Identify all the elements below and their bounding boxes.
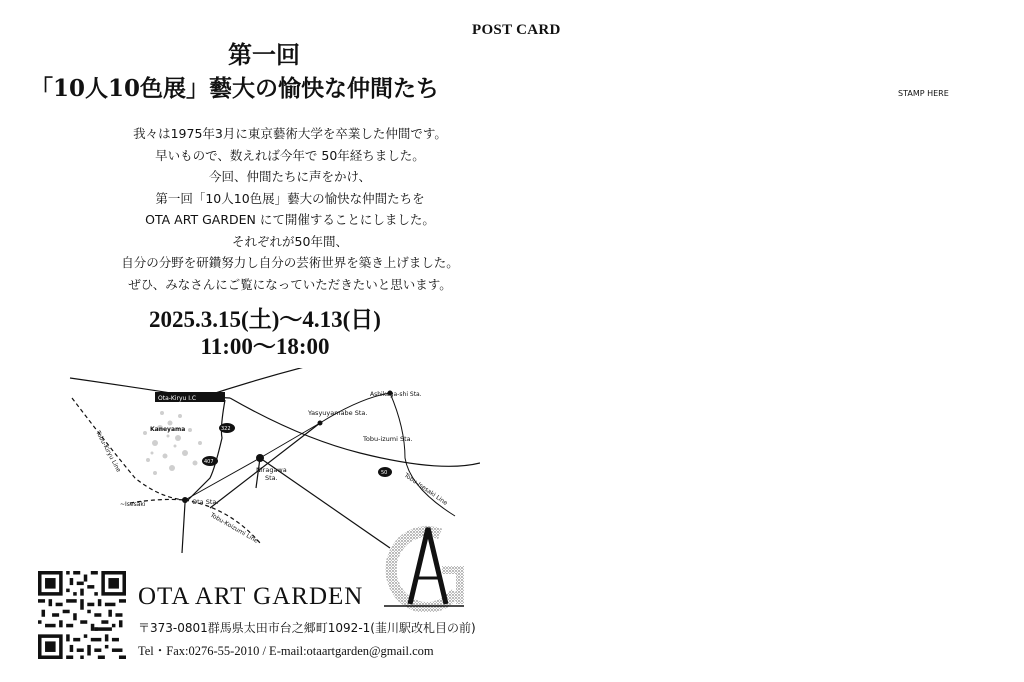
tobu-isesaki-line-label: Tobu-Isesaki Line <box>402 471 449 507</box>
svg-text:407: 407 <box>204 459 214 465</box>
tobu-kiryu-line <box>72 398 185 500</box>
title-edition: 第一回 <box>228 40 300 69</box>
ashikaga-label: Ashikaga-shi Sta. <box>370 391 422 398</box>
route-407-road <box>182 400 225 553</box>
route-50-marker <box>378 467 392 477</box>
intro-line: 我々は1975年3月に東京藝術大学を卒業した仲間です。 <box>133 126 447 141</box>
yasyuyamabe-label: Yasyuyamabe Sta. <box>308 409 368 417</box>
tobu-koizumi-line-label: Tobu-Koizumi Line <box>209 511 260 545</box>
svg-text:322: 322 <box>221 426 231 432</box>
ota-station-label: Ota Sta. <box>192 498 219 506</box>
gallery-address: 〒373-0801群馬県太田市台之郷町1092-1(韮川駅改札目の前) <box>138 621 476 635</box>
intro-line: 今回、仲間たちに声をかけ、 <box>208 169 371 184</box>
gallery-contact: Tel・Fax:0276-55-2010 / E-mail:otaartgarden@gmail.com <box>138 644 434 658</box>
intro-line: ぜひ、みなさんにご覧になっていただきたいと思います。 <box>128 276 452 292</box>
ota-station-marker <box>182 497 188 503</box>
title-exhibition: 「10人10色展」藝大の愉快な仲間たち <box>30 75 440 102</box>
ota-art-garden-logo <box>380 522 468 612</box>
intro-line: 自分の分野を研鑽努力し自分の芸術世界を築き上げました。 <box>121 255 459 270</box>
postcard-label: POST CARD <box>472 22 561 38</box>
intro-line: 第一回「10人10色展」藝大の愉快な仲間たちを <box>155 190 425 206</box>
intro-line: それぞれが50年間、 <box>232 233 348 249</box>
svg-text:50: 50 <box>381 470 388 476</box>
kaneyama-label: Kaneyama <box>150 426 186 433</box>
route-407-marker <box>202 456 218 466</box>
ota-kiryu-ic-label: Ota-Kiryu I.C <box>158 395 197 402</box>
intro-line: 早いもので、数えれば今年で 50年経ちました。 <box>155 147 425 163</box>
niragawa-sta-label: Sta. <box>265 474 278 482</box>
qr-code-icon <box>38 571 126 659</box>
niragawa-label: Niragawa <box>256 466 287 474</box>
tobu-izumi-label: Tobu-izumi Sta. <box>363 435 413 443</box>
date-period: 2025.3.15(土)～4.13(日) <box>149 307 381 332</box>
kaneyama-mountain-area <box>143 411 202 475</box>
niragawa-station-marker <box>256 454 264 462</box>
exhibition-dates <box>110 306 420 360</box>
stamp-here-label: STAMP HERE <box>898 89 949 98</box>
yasyuyamabe-station-marker <box>318 421 323 426</box>
intro-line: OTA ART GARDEN にて開催することにしました。 <box>145 212 435 227</box>
intro-text <box>40 123 540 295</box>
tobu-kiryu-line-label: Tobu-Kiryu Line <box>94 429 122 474</box>
gallery-name: OTA ART GARDEN <box>138 583 364 610</box>
route-322-marker <box>219 423 235 433</box>
isesaki-label: ~Isesaki <box>120 501 146 508</box>
opening-hours: 11:00～18:00 <box>200 334 330 359</box>
